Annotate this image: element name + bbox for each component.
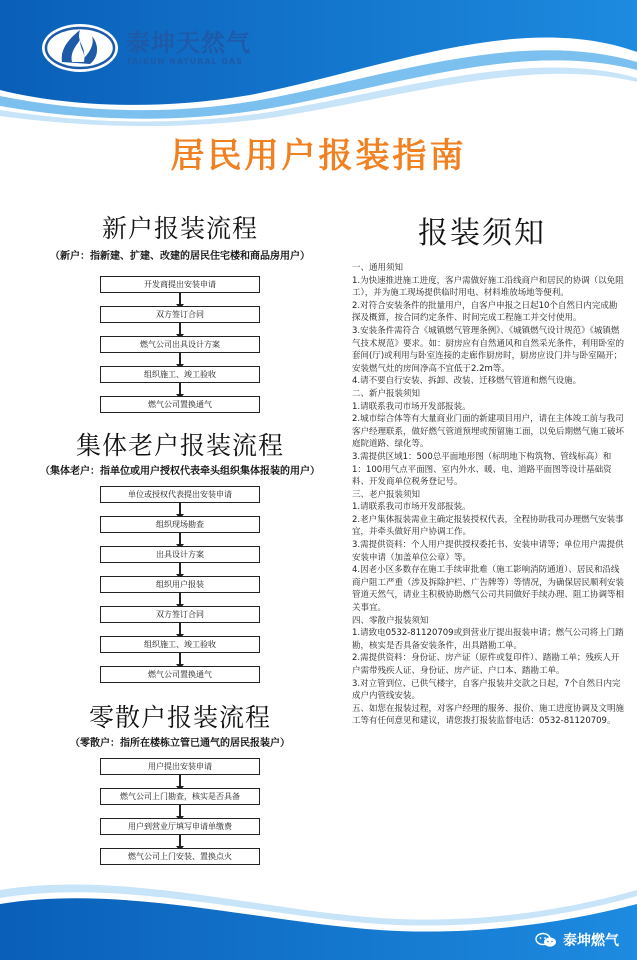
- notes-title: 报装须知: [418, 216, 546, 251]
- flow-arrow: [179, 563, 181, 575]
- flow-arrow: [179, 623, 181, 635]
- flow-arrow: [179, 383, 181, 395]
- flow-arrow: [179, 775, 181, 787]
- collective-step-4: 组织用户报装: [100, 576, 260, 593]
- notes-paragraph: 1.请联系我司市场开发部报装。: [352, 502, 471, 513]
- scattered-step-2: 燃气公司上门勘查，核实是否具备: [100, 788, 260, 805]
- scattered-step-4: 燃气公司上门安装、置换点火: [100, 848, 260, 865]
- collective-step-1: 单位或授权代表提出安装申请: [100, 486, 260, 503]
- collective-subtitle: （集体老户：指单位或用户授权代表牵头组织集体报装的用户）: [40, 466, 320, 477]
- notes-paragraph: 4.因老小区多数存在施工手续审批难（施工影响消防通道）、居民和沿线商户阻工严重（涉及拆除护栏、广告牌等）等情况，为确保居民顺利安装管道天然气，请业主积极协助燃气公司共同做好手续办理、阻工协调等相关事宜。: [352, 565, 625, 614]
- new-step-4: 组织施工、竣工验收: [100, 366, 260, 383]
- notes-paragraph: 3.对立管到位、已供气楼宇，自客户报装并交款之日起，7个自然日内完成户内管线安装。: [352, 678, 621, 702]
- notes-paragraph: 2.老户集体报装需业主确定报装授权代表，全程协助我司办理燃气安装事宜，并牵头做好用户协调工作。: [352, 514, 624, 538]
- flame-logo-icon: [40, 22, 120, 74]
- flow-arrow: [179, 293, 181, 305]
- flow-arrow: [179, 805, 181, 817]
- flow-arrow: [179, 593, 181, 605]
- scattered-step-3: 用户到营业厅填写申请单缴费: [100, 818, 260, 835]
- collective-step-7: 燃气公司置换通气: [100, 666, 260, 683]
- flow-arrow: [179, 353, 181, 365]
- brand-name-en: TAIKUN NATURAL GAS: [126, 57, 244, 66]
- footer-account-name: 泰坤燃气: [563, 933, 619, 949]
- notes-paragraph: 4.请不要自行安装、拆卸、改装、迁移燃气管道和燃气设施。: [352, 376, 582, 387]
- new-step-1: 开发商提出安装申请: [100, 276, 260, 293]
- notes-paragraph: 3.需提供资料：个人用户提供授权委托书、安装申请等；单位用户需提供安装申请（加盖单位公章）等。: [352, 540, 624, 563]
- notes-paragraph: 二、新户报装须知: [352, 388, 421, 399]
- notes-paragraph: 1.请致电0532-81120709或到营业厅提出报装申请；燃气公司将上门踏勘，核实是否具备安装条件，出具踏勘工单。: [352, 628, 624, 651]
- flow-arrow: [179, 653, 181, 665]
- new-household-subtitle: （新户：指新建、扩建、改建的居民住宅楼和商品房用户）: [50, 251, 310, 262]
- notes-body: [352, 262, 624, 728]
- wechat-icon: [535, 932, 557, 948]
- notes-paragraph: 2.对符合安装条件的批量用户，自客户申报之日起10个自然日内完成勘探及概算，按合同约定条件、时间完成工程施工并交付使用。: [352, 300, 618, 324]
- notes-paragraph: 3.安装条件需符合《城镇燃气管理条例》、《城镇燃气设计规范》《城镇燃气技术规范》要求。如：厨房应有自然通风和自然采光条件，利用卧室的套间(厅)或利用与卧室连接的走廊作厨房时，厨房应设门并与卧室隔开；安装燃气灶的房间净高不宜低于2.2m等。: [352, 325, 625, 374]
- collective-step-3: 出具设计方案: [100, 546, 260, 563]
- new-household-title: 新户报装流程: [101, 214, 258, 243]
- flow-arrow: [179, 533, 181, 545]
- footer-account: [535, 930, 619, 950]
- notes-paragraph: 三、老户报装须知: [352, 489, 421, 500]
- collective-step-2: 组织现场勘查: [100, 516, 260, 533]
- brand-name-cn: 泰坤天然气: [126, 29, 251, 57]
- flow-arrow: [179, 323, 181, 335]
- notes-paragraph: 3.需提供区域1：500总平面地形图（标明地下构筑物、管线标高）和1：100用气点平面图、室内外水、暖、电、道路平面图等设计基础资料、开发商单位税务登记号。: [352, 451, 612, 488]
- notes-paragraph: 2.城市综合体等有大量商业门面的新建项目用户，请在主体竣工前与我司客户经理联系，做好燃气管道预埋或预留施工面，以免后期燃气施工破坏庭院道路、绿化等。: [352, 414, 625, 450]
- scattered-subtitle: （零散户：指所在楼栋立管已通气的居民报装户）: [70, 738, 290, 749]
- new-step-5: 燃气公司置换通气: [100, 396, 260, 413]
- flow-arrow: [179, 503, 181, 515]
- new-step-3: 燃气公司出具设计方案: [100, 336, 260, 353]
- collective-title: 集体老户报装流程: [75, 431, 284, 460]
- page-title: 居民用户报装指南: [170, 136, 467, 176]
- scattered-step-1: 用户提出安装申请: [100, 758, 260, 775]
- notes-paragraph: 1.请联系我司市场开发部报装。: [352, 401, 471, 412]
- brand-logo: [40, 18, 251, 78]
- scattered-title: 零散户报装流程: [88, 703, 271, 732]
- flow-arrow: [179, 835, 181, 847]
- new-step-2: 双方签订合同: [100, 306, 260, 323]
- collective-step-6: 组织施工、竣工验收: [100, 636, 260, 653]
- notes-paragraph: 四、零散户报装须知: [352, 615, 429, 626]
- notes-paragraph: 1.为快速推进施工进度，客户需做好施工沿线商户和居民的协调（以免阻工），并为施工现场提供临时用电、材料堆放场地等便利。: [352, 275, 624, 299]
- brand-text: [126, 30, 251, 66]
- notes-paragraph: 一、通用须知: [352, 263, 404, 273]
- collective-step-5: 双方签订合同: [100, 606, 260, 623]
- notes-paragraph: 2.需提供资料：身份证、房产证（原件或复印件）、踏勘工单；残疾人开户需带残疾人证、身份证、房产证、户口本、踏勘工单。: [352, 653, 620, 676]
- notes-paragraph: 五、如您在报装过程，对客户经理的服务、报价、施工进度协调及文明施工等有任何意见和建议，请您拨打报装监督电话：0532-81120709。: [352, 703, 625, 727]
